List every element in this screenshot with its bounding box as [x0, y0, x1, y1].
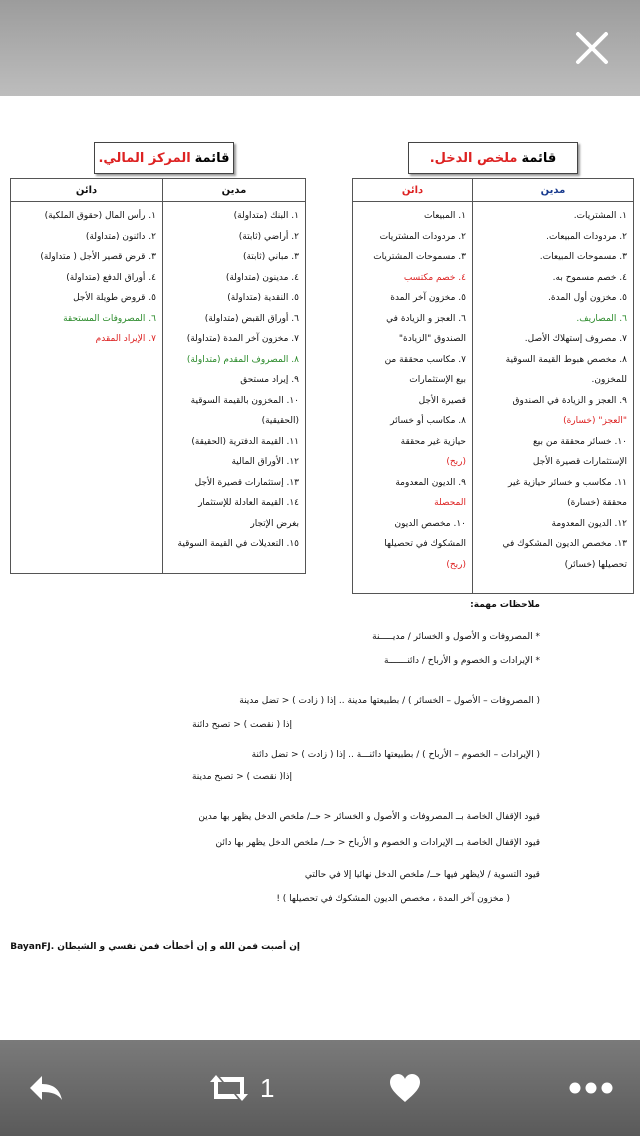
debit-list	[163, 202, 305, 555]
list-item: ٤. مدينون (متداولة)	[225, 272, 299, 283]
list-item: ٩. العجز و الزيادة في الصندوق	[512, 395, 627, 406]
list-item: قصيرة الأجل	[418, 395, 466, 406]
list-item: ٩. إيراد مستحق	[240, 375, 299, 385]
title-prefix: قائمة	[194, 150, 230, 166]
list-item: ٦. العجز و الزيادة في	[386, 313, 466, 324]
title-colored: ملخص الدخل.	[429, 150, 518, 166]
note-line: قيود التسوية / لايظهر فيها حــ/ ملخص الدخل نهائيا إلا في حالتي	[304, 870, 540, 880]
list-item: ١٠. مخصص الديون	[394, 518, 466, 529]
list-item: ١٠. المخزون بالقيمة السوقية	[190, 395, 299, 406]
credit-column	[353, 179, 472, 593]
list-item: ٤. خصم مكتسب	[403, 272, 466, 283]
list-item: ٨. المصروف المقدم (متداولة)	[186, 354, 299, 365]
list-item: ٦. المصروفات المستحقة	[63, 313, 156, 324]
list-item: ٩. الديون المعدومة	[395, 477, 466, 488]
list-item: ١. البنك (متداولة)	[233, 211, 299, 221]
list-item: ١١. القيمة الدفترية (الحقيقة)	[191, 436, 299, 447]
note-line: قيود الإقفال الخاصة بــ الإيرادات و الخصوم و الأرباح < حــ/ ملخص الدخل يظهر بها دائن	[215, 838, 540, 848]
list-item: (ربح)	[446, 559, 466, 570]
note-line: قيود الإقفال الخاصة بــ المصروفات و الأصول و الخسائر < حــ/ ملخص الدخل يظهر بها مدين	[198, 812, 540, 822]
list-item: ٢. مردودات المبيعات.	[546, 231, 627, 242]
list-item: ٣. مسموحات المبيعات.	[539, 252, 627, 262]
column-divider	[472, 179, 473, 593]
viewer-top-bar	[0, 0, 640, 96]
list-item: بيع الإستثمارات	[409, 375, 466, 385]
list-item: ١٢. الأوراق المالية	[231, 457, 299, 467]
list-item: ١٥. التعديلات في القيمة السوقية	[177, 539, 299, 549]
credit-header: دائن	[11, 179, 162, 202]
financial-position-table	[10, 178, 306, 574]
list-item: ٨. مخصص هبوط القيمة السوقية	[505, 354, 627, 365]
close-icon[interactable]	[572, 28, 612, 68]
list-item: ٣. قرض قصير الأجل ( متداولة)	[40, 252, 156, 262]
list-item: (الحقيقية)	[261, 416, 299, 426]
list-item: حيازية غير محققة	[400, 436, 466, 447]
list-item: ٢. أراضي (ثابتة)	[238, 231, 299, 242]
debit-list	[473, 202, 633, 575]
debit-column	[163, 179, 305, 573]
income-summary-table	[352, 178, 634, 594]
list-item: المشكوك في تحصيلها	[384, 539, 466, 549]
viewer-action-bar	[0, 1040, 640, 1136]
note-line: * المصروفات و الأصول و الخسائر / مديـــــنة	[372, 632, 540, 642]
list-item: بغرض الإتجار	[250, 518, 299, 529]
debit-column	[473, 179, 633, 593]
list-item: المحصلة	[434, 498, 466, 508]
list-item: ٥. قروض طويلة الأجل	[73, 293, 156, 303]
credit-list	[353, 202, 472, 575]
credit-header: دائن	[353, 179, 472, 202]
list-item: محققة (خسارة)	[567, 498, 627, 508]
list-item: ٦. المصاريف.	[576, 313, 627, 324]
list-item: ٧. مخزون آخر المدة (متداولة)	[186, 334, 299, 344]
list-item: (ربح)	[446, 457, 466, 467]
list-item: ٣. مسموحات المشتريات	[373, 252, 466, 262]
debit-header: مدين	[163, 179, 305, 202]
list-item: ٤. أوراق الدفع (متداولة)	[66, 272, 156, 283]
list-item: ٧. الإيراد المقدم	[95, 334, 156, 344]
list-item: ٧. مصروف إستهلاك الأصل.	[524, 334, 627, 344]
list-item: ٥. مخزون آخر المدة	[390, 293, 466, 303]
column-divider	[162, 179, 163, 573]
more-icon[interactable]	[568, 1068, 614, 1108]
title-colored: المركز المالي.	[98, 150, 191, 166]
list-item: ٥. النقدية (متداولة)	[227, 293, 299, 303]
list-item: للمخزون.	[591, 375, 627, 385]
income-summary-title	[408, 142, 578, 174]
list-item: تحصيلها (خسائر)	[564, 559, 627, 570]
note-line: ( مخزون آخر المدة ، مخصص الديون المشكوك في تحصيلها ) !	[276, 894, 510, 904]
notes-heading: ملاحظات مهمة:	[470, 600, 540, 610]
heart-icon[interactable]	[388, 1068, 422, 1108]
reply-icon[interactable]	[26, 1068, 66, 1108]
note-line: * الإيرادات و الخصوم و الأرباح / دائنـــــــة	[384, 656, 540, 666]
list-item: ١. المبيعات	[424, 211, 466, 221]
list-item: ١. المشتريات.	[573, 211, 627, 221]
note-line: ( المصروفات – الأصول – الخسائر ) / بطبيعتها مدينة .. إذا ( زادت ) < تضل مدينة	[239, 696, 540, 706]
list-item: ١١. مكاسب و خسائر حيازية غير	[508, 477, 627, 488]
title-prefix: قائمة	[521, 150, 557, 166]
list-item: ٧. مكاسب محققة من	[384, 354, 466, 365]
document-image	[0, 96, 640, 1040]
signature-line: إن أصبت فمن الله و إن أخطأت فمن نفسي و الشيطان .BayanFJ	[10, 942, 300, 952]
list-item: ١٣. إستثمارات قصيرة الأجل	[194, 477, 299, 488]
credit-column	[11, 179, 162, 573]
list-item: ١. رأس المال (حقوق الملكية)	[44, 211, 156, 221]
list-item: "العجز" (خسارة)	[563, 416, 627, 426]
list-item: ١٤. القيمة العادلة للإستثمار	[198, 498, 299, 508]
debit-header: مدين	[473, 179, 633, 202]
retweet-button[interactable]	[206, 1068, 274, 1108]
list-item: ٦. أوراق القبض (متداولة)	[204, 313, 299, 324]
list-item: ٣. مباني (ثابتة)	[242, 252, 299, 262]
list-item: الصندوق "الزيادة"	[398, 334, 466, 344]
list-item: ١٣. مخصص الديون المشكوك في	[502, 539, 627, 549]
note-line: ( الإيرادات – الخصوم – الأرباح ) / بطبيعتها دائنـــة .. إذا ( زادت ) < تضل دائنة	[251, 750, 540, 760]
list-item: ٥. مخزون أول المدة.	[548, 293, 627, 303]
retweet-icon	[206, 1072, 252, 1104]
financial-position-title	[94, 142, 234, 174]
list-item: الإستثمارات قصيرة الأجل	[532, 457, 627, 467]
list-item: ٢. مردودات المشتريات	[379, 231, 466, 242]
list-item: ٤. خصم مسموح به.	[552, 272, 627, 283]
list-item: ١٢. الديون المعدومة	[551, 518, 627, 529]
list-item: ١٠. خسائر محققة من بيع	[532, 436, 627, 447]
credit-list	[11, 202, 162, 350]
list-item: ٨. مكاسب أو خسائر	[390, 416, 466, 426]
note-line: إذا( نقصت ) < تصبح مدينة	[191, 772, 292, 782]
retweet-count: 1	[260, 1072, 275, 1103]
list-item: ٢. دائنون (متداولة)	[85, 231, 156, 242]
note-line: إذا ( نقصت ) < تصبح دائنة	[192, 720, 292, 730]
